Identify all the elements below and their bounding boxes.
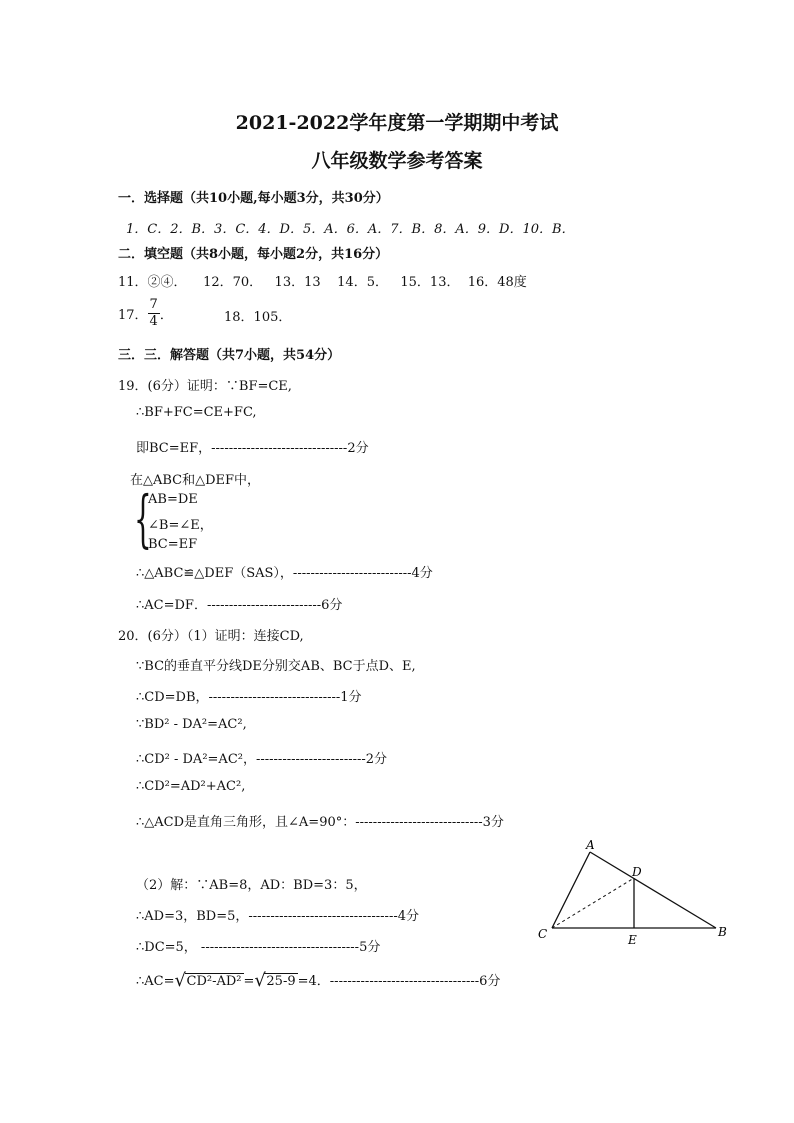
q19-line4: 在△ABC和△DEF中， [130,473,261,488]
radical-sign-2: √ [254,970,266,991]
q20-line1: 20．(6分）（1）证明：连接CD, [118,629,304,644]
radicand-1: CD²-AD² [186,974,242,989]
q19-line3: 即BC=EF，-------------------------------2分 [136,441,369,456]
section1-answers: 1．C．2．B．3．C．4．D．5．A．6．A．7．B．8．A．9．D．10．B． [126,222,575,237]
q20-line2: ∵BC的垂直平分线DE分别交AB、BC于点D、E, [136,659,416,674]
radicand-2: 25-9 [266,974,296,989]
q19-line6: ∴AC=DF．--------------------------6分 [136,598,343,613]
q19-system-2: ∠B=∠E， [148,518,213,533]
section3-heading: 三．三．解答题（共7小题，共54分） [118,348,341,363]
triangle-figure [530,838,740,948]
label-B: B [718,925,727,939]
equals-sign: = [243,974,255,989]
q19-line2: ∴BF+FC=CE+FC, [136,405,257,420]
q17-tail: ． [159,308,173,323]
q20-part2-line2: ∴AD=3，BD=5，----------------------------------4分 [136,909,420,924]
radical-sign-1: √ [174,970,186,991]
q20-line6: ∴CD²=AD²+AC², [136,779,246,794]
q19-line5: ∴△ABC≌△DEF（SAS），---------------------------4分 [136,566,433,581]
q20-line7: ∴△ACD是直角三角形，且∠A=90°：-----------------------------3分 [136,815,504,830]
label-D: D [632,865,642,879]
q17-numerator: 7 [149,297,158,312]
q19-line1: 19．(6分）证明：∵BF=CE, [118,379,292,394]
doc-title: 2021-2022学年度第一学期期中考试 [235,112,559,134]
q20-line5: ∴CD² - DA²=AC²，-------------------------2分 [136,752,388,767]
q20-part2-line1: （2）解：∵AB=8，AD：BD=3：5， [136,878,367,893]
label-E: E [628,933,637,947]
segment-AC [552,852,590,928]
q19-system-3: BC=EF [148,537,198,552]
q17-denominator: 4 [149,314,158,329]
sqrt-2 [254,970,297,991]
label-C: C [538,927,548,941]
q17-fraction [148,297,160,330]
label-A: A [586,838,595,852]
ac-result: =4．----------------------------------6分 [297,974,501,989]
q20-part2-line3: ∴DC=5， ------------------------------------5分 [136,940,381,955]
section1-heading: 一．选择题（共10小题,每小题3分，共30分） [118,191,389,206]
q20-line3: ∴CD=DB，------------------------------1分 [136,690,362,705]
q18-answer: 18．105． [224,310,292,325]
doc-subtitle: 八年级数学参考答案 [311,150,483,172]
q19-brace: { [134,482,152,555]
q19-system-1: AB=DE [148,492,198,507]
q17-answer [118,297,173,330]
q17-label: 17． [118,308,148,323]
sqrt-1 [174,970,244,991]
ac-prefix: ∴AC= [136,974,175,989]
section2-heading: 二．填空题（共8小题，每小题2分，共16分） [118,247,389,262]
q20-part2-line4 [136,970,500,989]
section2-row1: 11．②④． 12．70． 13．13 14．5． 15．13． 16．48度 [118,275,527,290]
q20-line4: ∵BD² - DA²=AC², [136,717,247,732]
segment-AB [590,852,716,928]
